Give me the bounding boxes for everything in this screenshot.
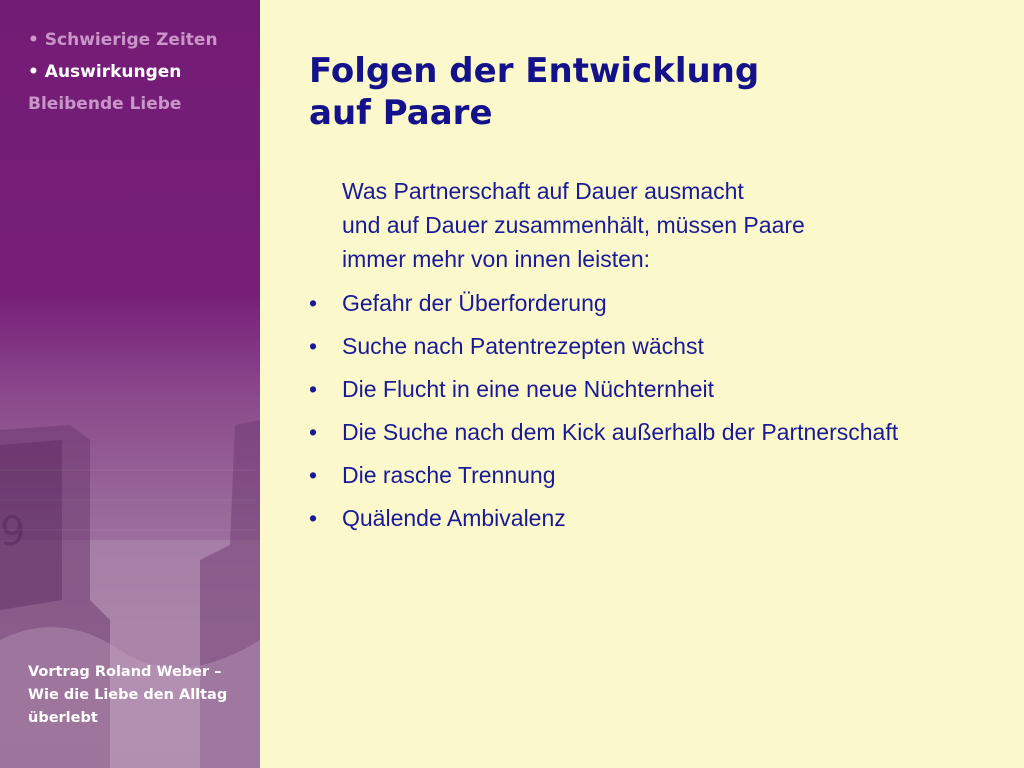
bullet-dot: • — [309, 376, 318, 402]
intro-line: Was Partnerschaft auf Dauer ausmacht — [342, 178, 744, 204]
presentation-credit — [28, 661, 253, 730]
bullet-dot: • — [309, 290, 318, 316]
bullet-dot: • — [309, 333, 318, 359]
intro-text — [342, 174, 989, 276]
nav-item-bleibende-liebe[interactable]: Bleibende Liebe — [28, 94, 182, 114]
bullet-text: Die rasche Trennung — [342, 462, 556, 488]
bullet-text: Quälende Ambivalenz — [342, 505, 566, 531]
credit-line: Vortrag Roland Weber – — [28, 664, 222, 680]
bullet-item — [309, 501, 989, 535]
nav-item-auswirkungen[interactable]: • Auswirkungen — [28, 62, 182, 82]
bullet-item — [309, 415, 989, 449]
bullet-list — [309, 286, 989, 535]
nav-item-schwierige-zeiten[interactable]: • Schwierige Zeiten — [28, 30, 218, 50]
bullet-dot: • — [309, 462, 318, 488]
slide-body — [309, 174, 989, 544]
title-line: auf Paare — [309, 93, 493, 133]
intro-line: und auf Dauer zusammenhält, müssen Paare — [342, 212, 805, 238]
bullet-dot: • — [309, 505, 318, 531]
credit-line: Wie die Liebe den Alltag — [28, 687, 228, 703]
bullet-text: Die Suche nach dem Kick außerhalb der Partnerschaft — [342, 419, 899, 445]
title-line: Folgen der Entwicklung — [309, 51, 760, 91]
slide-title — [309, 50, 759, 134]
bullet-item — [309, 458, 989, 492]
section-nav — [28, 24, 218, 120]
bullet-text: Gefahr der Überforderung — [342, 290, 607, 316]
bullet-item — [309, 372, 989, 406]
credit-line: überlebt — [28, 710, 98, 726]
bullet-text: Die Flucht in eine neue Nüchternheit — [342, 376, 715, 402]
bullet-item — [309, 286, 989, 320]
intro-line: immer mehr von innen leisten: — [342, 246, 651, 272]
bullet-dot: • — [309, 419, 318, 445]
sidebar — [0, 0, 260, 768]
bullet-text: Suche nach Patentrezepten wächst — [342, 333, 704, 359]
bullet-item — [309, 329, 989, 363]
svg-text:9: 9 — [0, 509, 26, 555]
